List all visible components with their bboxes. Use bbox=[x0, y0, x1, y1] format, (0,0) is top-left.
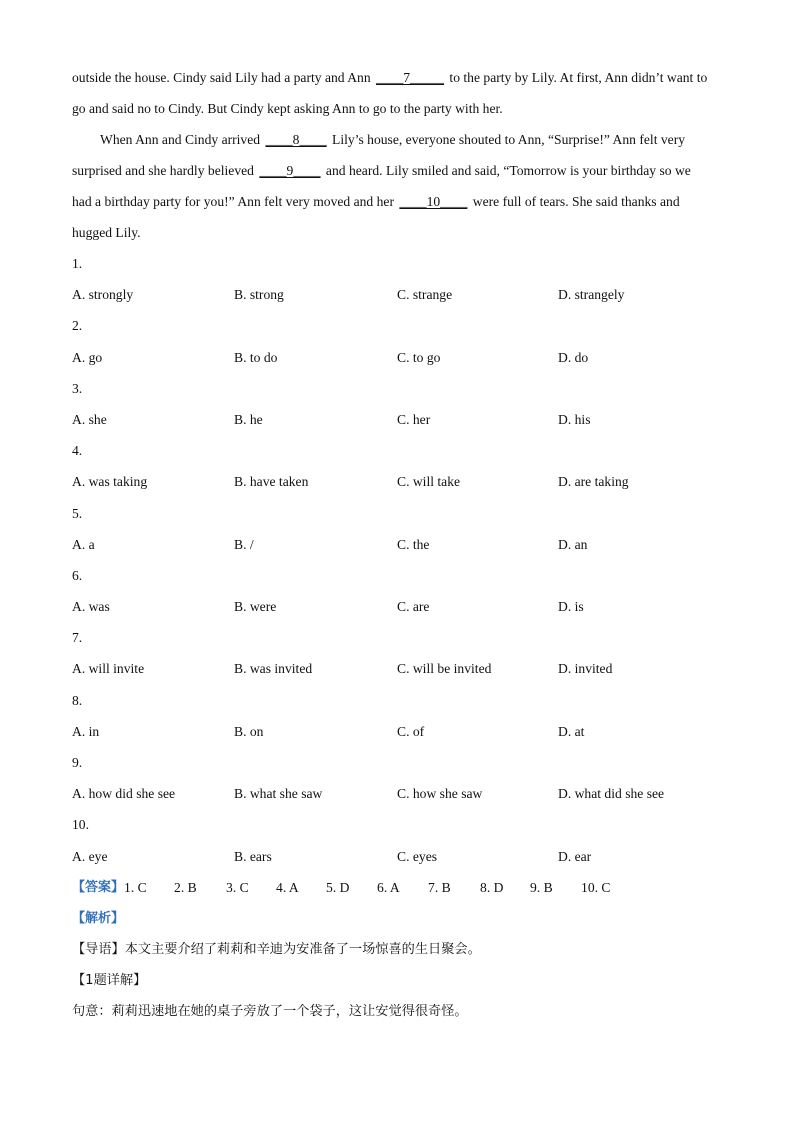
option-b: B. have taken bbox=[234, 474, 309, 490]
answer-item: 1. C bbox=[124, 879, 147, 895]
blank-8: ____8____ bbox=[265, 132, 327, 147]
answer-item: 10. C bbox=[581, 879, 611, 895]
option-b: B. what she saw bbox=[234, 786, 323, 802]
answer-item: 4. A bbox=[276, 879, 299, 895]
option-d: D. his bbox=[558, 411, 591, 427]
passage-line-1: outside the house. Cindy said Lily had a party and Ann ____7_____ to the party by Lily. At first, Ann didn’t want to bbox=[72, 62, 724, 93]
answer-item: 7. B bbox=[428, 879, 451, 895]
question-number: 5. bbox=[72, 505, 83, 521]
option-d: D. is bbox=[558, 599, 584, 615]
option-d: D. an bbox=[558, 536, 588, 552]
blank-9: ____9____ bbox=[259, 163, 321, 178]
option-a: A. will invite bbox=[72, 661, 145, 677]
option-c: C. her bbox=[397, 411, 431, 427]
option-a: A. was bbox=[72, 599, 110, 615]
analysis-label: 【解析】 bbox=[72, 910, 125, 926]
passage-line-4: surprised and she hardly believed ____9____ and heard. Lily smiled and said, “Tomorrow is your birthday so we bbox=[72, 155, 724, 186]
option-c: C. to go bbox=[397, 349, 441, 365]
question-number: 2. bbox=[72, 318, 83, 334]
option-c: C. eyes bbox=[397, 848, 438, 864]
question-options bbox=[72, 342, 724, 373]
passage-line-2: go and said no to Cindy. But Cindy kept asking Ann to go to the party with her. bbox=[72, 101, 503, 116]
option-c: C. strange bbox=[397, 287, 453, 303]
passage-line-5: had a birthday party for you!” Ann felt very moved and her ____10____ were full of tears. She said thanks and bbox=[72, 186, 724, 217]
option-a: A. in bbox=[72, 723, 100, 739]
option-a: A. how did she see bbox=[72, 786, 176, 802]
answer-item: 5. D bbox=[326, 879, 350, 895]
answer-row bbox=[72, 872, 724, 903]
blank-7: ____7_____ bbox=[376, 70, 445, 85]
question-list bbox=[72, 248, 724, 872]
question-number: 10. bbox=[72, 817, 89, 833]
option-b: B. to do bbox=[234, 349, 278, 365]
option-c: C. will take bbox=[397, 474, 461, 490]
question-number: 1. bbox=[72, 256, 83, 271]
passage-line-6: hugged Lily. bbox=[72, 225, 141, 240]
answer-items bbox=[124, 872, 641, 903]
option-d: D. invited bbox=[558, 661, 613, 677]
option-a: A. a bbox=[72, 536, 95, 552]
passage-line-3: When Ann and Cindy arrived ____8____ Lily’s house, everyone shouted to Ann, “Surprise!” Ann felt very bbox=[72, 124, 724, 155]
answer-item: 2. B bbox=[174, 879, 197, 895]
question-number: 7. bbox=[72, 630, 83, 646]
blank-10: ____10____ bbox=[399, 194, 468, 209]
question-options bbox=[72, 404, 724, 435]
question-options bbox=[72, 778, 724, 809]
option-d: D. strangely bbox=[558, 287, 625, 303]
answer-item: 6. A bbox=[377, 879, 400, 895]
option-b: B. he bbox=[234, 411, 263, 427]
option-a: A. strongly bbox=[72, 287, 134, 303]
option-b: B. / bbox=[234, 536, 254, 552]
option-a: A. was taking bbox=[72, 474, 148, 490]
question-number: 8. bbox=[72, 692, 83, 708]
analysis-detail-label: 【1题详解】 bbox=[72, 972, 147, 988]
question-options bbox=[72, 653, 724, 684]
option-b: B. on bbox=[234, 723, 264, 739]
option-c: C. the bbox=[397, 536, 430, 552]
question-options bbox=[72, 841, 724, 872]
option-c: C. will be invited bbox=[397, 661, 492, 677]
question-options bbox=[72, 529, 724, 560]
analysis-guide: 【导语】本文主要介绍了莉莉和辛迪为安准备了一场惊喜的生日聚会。 bbox=[72, 941, 481, 957]
question-number: 3. bbox=[72, 380, 83, 396]
question-options bbox=[72, 591, 724, 622]
option-d: D. at bbox=[558, 723, 585, 739]
question-options bbox=[72, 466, 724, 497]
option-c: C. are bbox=[397, 599, 430, 615]
option-b: B. ears bbox=[234, 848, 272, 864]
document-page bbox=[72, 62, 724, 1027]
option-a: A. go bbox=[72, 349, 103, 365]
option-b: B. were bbox=[234, 599, 277, 615]
question-options bbox=[72, 716, 724, 747]
option-b: B. was invited bbox=[234, 661, 313, 677]
analysis-sentence: 句意：莉莉迅速地在她的桌子旁放了一个袋子，这让安觉得很奇怪。 bbox=[72, 1003, 468, 1019]
answer-item: 9. B bbox=[530, 879, 553, 895]
option-a: A. eye bbox=[72, 848, 108, 864]
option-d: D. what did she see bbox=[558, 786, 665, 802]
answer-label: 【答案】 bbox=[72, 879, 125, 895]
question-number: 6. bbox=[72, 567, 83, 583]
option-a: A. she bbox=[72, 411, 107, 427]
question-options bbox=[72, 279, 724, 310]
option-d: D. ear bbox=[558, 848, 592, 864]
option-b: B. strong bbox=[234, 287, 284, 303]
question-number: 4. bbox=[72, 443, 83, 459]
question-number: 9. bbox=[72, 755, 83, 770]
option-d: D. do bbox=[558, 349, 589, 365]
option-c: C. how she saw bbox=[397, 786, 483, 802]
option-d: D. are taking bbox=[558, 474, 629, 490]
answer-item: 3. C bbox=[226, 879, 249, 895]
answer-item: 8. D bbox=[480, 879, 504, 895]
option-c: C. of bbox=[397, 723, 425, 739]
